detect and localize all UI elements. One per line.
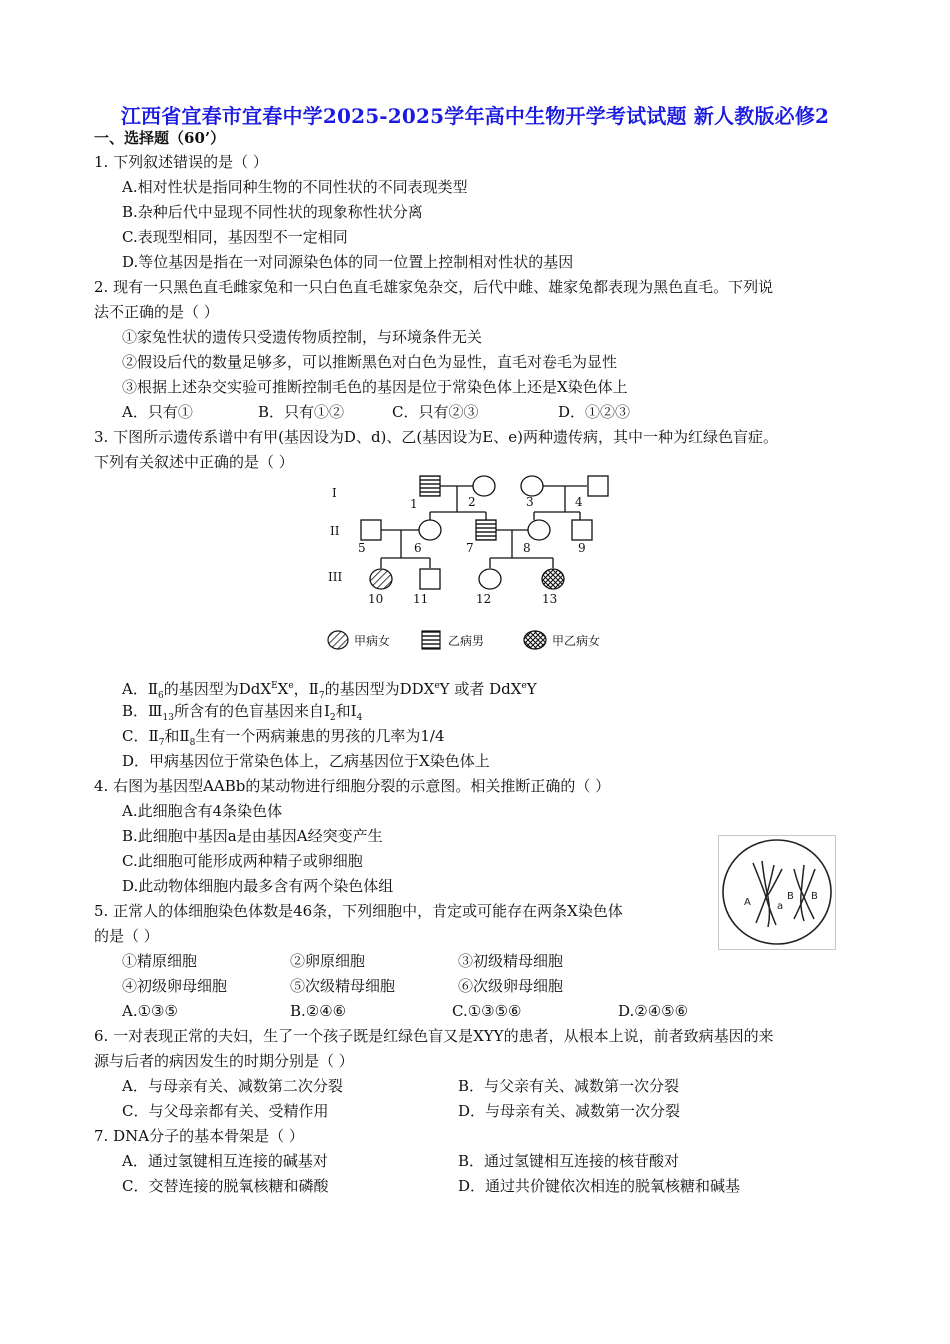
q6-stem-line1: 6. 一对表现正常的夫妇，生了一个孩子既是红绿色盲又是XYY的患者，从根本上说，前者致病基因的来 [94, 1027, 774, 1045]
id-7: 7 [466, 541, 474, 555]
q5-option-a: A.①③⑤ [122, 1002, 178, 1020]
id-6: 6 [414, 541, 422, 555]
q5-item-4: ④初级卵母细胞 [122, 977, 228, 995]
id-2: 2 [468, 495, 476, 509]
individual-6 [419, 520, 441, 540]
q2-option-a: A．只有① [122, 403, 193, 421]
q5-item-6: ⑥次级卵母细胞 [458, 977, 564, 995]
label-gene-B2: B [811, 891, 818, 902]
q6-option-d: D．与母亲有关、减数第一次分裂 [458, 1102, 681, 1120]
q5-stem-line2: 的是（ ） [94, 927, 159, 945]
q1-option-c: C.表现型相同，基因型不一定相同 [122, 228, 348, 246]
q3-stem-line2: 下列有关叙述中正确的是（ ） [94, 453, 294, 471]
q1-option-a: A.相对性状是指同种生物的不同性状的不同表现类型 [122, 178, 468, 196]
section-heading: 一、选择题（60’） [94, 129, 226, 147]
q7-option-b: B．通过氢键相互连接的核苷酸对 [458, 1152, 680, 1170]
individual-12 [479, 569, 501, 589]
legend-label-3: 甲乙病女 [552, 634, 601, 648]
gen-label-1: I [332, 486, 337, 500]
individual-4 [588, 476, 608, 496]
id-5: 5 [358, 541, 366, 555]
individual-8 [528, 520, 550, 540]
individual-1 [420, 476, 440, 496]
id-8: 8 [523, 541, 531, 555]
q6-option-b: B．与父亲有关、减数第一次分裂 [458, 1077, 680, 1095]
q3-stem-line1: 3. 下图所示遗传系谱中有甲(基因设为D、d)、乙(基因设为E、e)两种遗传病，其中一种为红绿色盲症。 [94, 428, 778, 446]
q2-option-c: C．只有②③ [392, 403, 479, 421]
legend-label-2: 乙病男 [448, 634, 485, 648]
q7-option-c: C．交替连接的脱氧核糖和磷酸 [122, 1177, 329, 1195]
q1-option-b: B.杂种后代中显现不同性状的现象称性状分离 [122, 203, 423, 221]
legend-symbol-1 [328, 631, 348, 649]
document-title: 江西省宜春市宜春中学2025-2025学年高中生物开学考试试题 新人教版必修2 [120, 104, 830, 128]
q2-statement-3: ③根据上述杂交实验可推断控制毛色的基因是位于常染色体上还是X染色体上 [122, 378, 628, 396]
q2-statement-2: ②假设后代的数量足够多，可以推断黑色对白色为显性，直毛对卷毛为显性 [122, 353, 618, 371]
q5-item-5: ⑤次级精母细胞 [290, 977, 396, 995]
id-9: 9 [578, 541, 586, 555]
q6-option-a: A．与母亲有关、减数第二次分裂 [122, 1077, 343, 1095]
id-3: 3 [526, 495, 534, 509]
q4-option-a: A.此细胞含有4条染色体 [122, 802, 283, 820]
pedigree-chart [318, 470, 638, 660]
q3-option-a: A．$Ⅱ_6$的基因型为DdX$^E$Xe，$Ⅱ_7$的基因型为DDXeY 或者 DdX$^e$Y [122, 680, 537, 701]
q3-option-d: D．甲病基因位于常染色体上，乙病基因位于X染色体上 [122, 752, 490, 770]
q5-option-d: D.②④⑤⑥ [618, 1002, 689, 1020]
q4-option-b: B.此细胞中基因a是由基因A经突变产生 [122, 827, 383, 845]
id-1: 1 [410, 497, 418, 511]
q2-stem-line2: 法不正确的是（ ） [94, 303, 219, 321]
label-gene-A: A [744, 897, 751, 908]
q5-item-2: ②卵原细胞 [290, 952, 366, 970]
individual-9 [572, 520, 592, 540]
legend-symbol-3 [524, 631, 546, 649]
q1-stem: 1. 下列叙述错误的是（ ） [94, 153, 268, 171]
label-gene-a: a [777, 901, 784, 912]
individual-5 [361, 520, 381, 540]
gen-label-3: III [328, 570, 343, 584]
q5-option-b: B.②④⑥ [290, 1002, 347, 1020]
q2-stem-line1: 2. 现有一只黑色直毛雌家兔和一只白色直毛雄家兔杂交，后代中雌、雄家兔都表现为黑色直毛。下列说 [94, 278, 774, 296]
q7-stem: 7. DNA分子的基本骨架是（ ） [94, 1127, 304, 1145]
individual-3 [521, 476, 543, 496]
id-10: 10 [368, 592, 384, 606]
q7-option-a: A．通过氢键相互连接的碱基对 [122, 1152, 328, 1170]
q5-stem-line1: 5. 正常人的体细胞染色体数是46条，下列细胞中，肯定或可能存在两条X染色体 [94, 902, 623, 920]
q5-item-1: ①精原细胞 [122, 952, 198, 970]
q4-stem: 4. 右图为基因型AABb的某动物进行细胞分裂的示意图。相关推断正确的（ ） [94, 777, 611, 795]
q7-option-d: D．通过共价键依次相连的脱氧核糖和碱基 [458, 1177, 741, 1195]
q2-option-d: D．①②③ [558, 403, 631, 421]
id-4: 4 [575, 495, 583, 509]
q2-statement-1: ①家兔性状的遗传只受遗传物质控制，与环境条件无关 [122, 328, 483, 346]
legend-symbol-2 [422, 631, 440, 649]
label-gene-B1: B [787, 891, 794, 902]
id-12: 12 [476, 592, 492, 606]
q2-option-b: B．只有①② [258, 403, 345, 421]
gen-label-2: II [330, 524, 340, 538]
q6-stem-line2: 源与后者的病因发生的时期分别是（ ） [94, 1052, 354, 1070]
individual-2 [473, 476, 495, 496]
q4-option-d: D.此动物体细胞内最多含有两个染色体组 [122, 877, 394, 895]
q5-item-3: ③初级精母细胞 [458, 952, 564, 970]
id-13: 13 [542, 592, 558, 606]
q5-option-c: C.①③⑤⑥ [452, 1002, 522, 1020]
cell-division-figure [718, 835, 836, 950]
legend-label-1: 甲病女 [354, 634, 391, 648]
individual-13 [542, 569, 564, 589]
q6-option-c: C．与父母亲都有关、受精作用 [122, 1102, 329, 1120]
individual-11 [420, 569, 440, 589]
q1-option-d: D.等位基因是指在一对同源染色体的同一位置上控制相对性状的基因 [122, 253, 574, 271]
q3-option-c: C．$Ⅱ_7$和$Ⅱ_8$生有一个两病兼患的男孩的几率为1/4 [122, 727, 445, 748]
id-11: 11 [413, 592, 429, 606]
individual-10 [370, 569, 392, 589]
q4-option-c: C.此细胞可能形成两种精子或卵细胞 [122, 852, 363, 870]
q3-option-b: B．$Ⅲ_{13}$所含有的色盲基因来自$Ⅰ_2$和$Ⅰ_4$ [122, 702, 363, 723]
individual-7 [476, 520, 496, 540]
